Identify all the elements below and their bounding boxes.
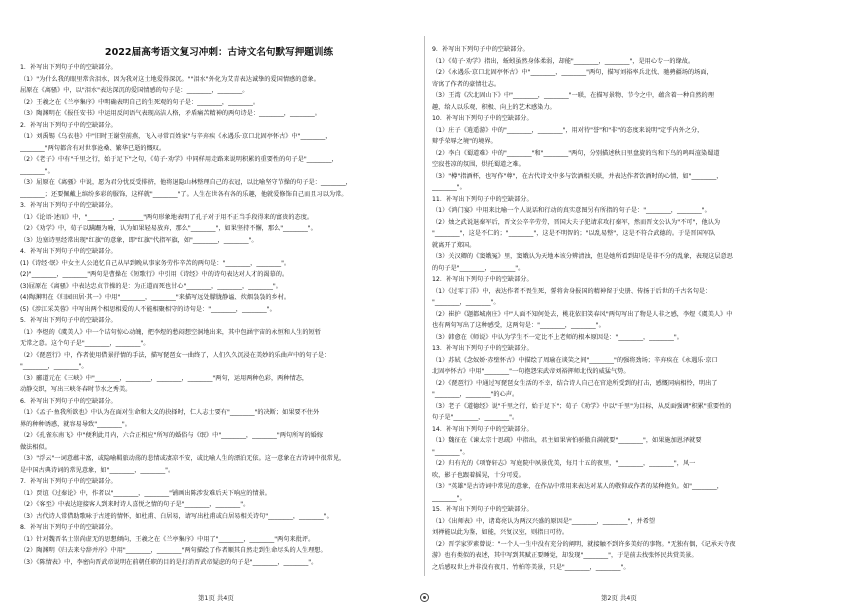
text-line: （3）关汉卿的《窦娥冤》里，窦娥认为天地本该分辨清浊，但是她所看到却是是非不分的乱象，表现这层意思: [432, 253, 733, 260]
text-line: （2）《永遇乐·京口北固亭怀古》中"________，________"两句，描写刘裕率兵北伐、驰骋疆场的场面，: [432, 69, 713, 76]
document-title: 2022届高考语文复习冲刺：古诗文名句默写押题训练: [104, 47, 334, 58]
text-line: （1）针对魏晋名士崇尚虚无的思想倾向，王羲之在《兰亭集序》中用了"________，________"两句来批评。: [20, 535, 315, 543]
text-line: 寄寓了作者的豪情壮志。: [432, 80, 501, 88]
text-line: （3）"浮云"一词意蕴丰富，或隐喻羁旅动荡的悲情或凄凉不安，或比喻人生的漂泊无依。这一意象在古诗词中很常见，: [20, 455, 346, 462]
binding-hole-icon: [420, 593, 429, 602]
text-line: （2）《琵琶行》中，作者使用借景抒情的手法，描写琵琶女一曲终了，人们久久沉浸在美妙的乐曲声中的句子是：: [20, 351, 331, 359]
text-line: 无常之意。这个句子是"________，________"。: [20, 340, 150, 347]
text-line: （2）《劝学》中，荀子以蹒跚为喻，认为如果轻易放弃，那么"________"，如果坚持不懈，那么"________"。: [20, 225, 317, 232]
text-line: （2）归有光的《项脊轩志》写庭院中夙景优美，每月十五的夜里，"________，________"，风一: [432, 460, 696, 467]
text-line: 空寂苍凉的氛围，烘托蜀道之难。: [432, 161, 525, 168]
text-line: 游》也有类似的表述，其中写到其赋正要睡觉，却发现"________"，于是前去找张怀民共赏美景。: [432, 552, 698, 559]
text-line: 9．补写出下列句子中的空缺部分。: [432, 46, 529, 53]
text-line: （3）郦道元在《三峡》中"________，________，________，________"两句，运用两种色彩，两种情态，: [20, 374, 309, 382]
text-line: （1）《出师表》中，诸葛亮认为两汉兴盛的原因是"________，________"，并希望: [432, 517, 656, 525]
text-line: 的句子是"________，________"。: [432, 264, 525, 272]
text-line: （3）"英雄"是古诗词中常见的意象，在作品中常用来表达对某人的敬仰或作者的某种抱负。如"________，: [432, 483, 723, 490]
text-line: （1）《鸿门宴》中用来比喻一个人说话和行动的真实意图另有所指的句子是："________，________"。: [432, 207, 711, 214]
text-line: 12．补写出下列句子中的空缺部分。: [432, 276, 533, 283]
text-line: ________"。: [20, 167, 54, 175]
text-line: "________，________"。: [20, 363, 88, 370]
text-line: （2）《孔雀东南飞》中"便利此月内，六合正相应"所写的婚俗与《氓》中"________，________"两句所写的婚嫁: [20, 432, 324, 439]
text-line: 吹，影子也跟着摇晃，十分可爱。: [432, 471, 525, 479]
text-line: 北固亭怀古》中用"________"一句抱怨宋武帝刘裕挥师北伐的威猛气势。: [432, 368, 630, 375]
text-line: "________"。: [432, 448, 469, 456]
text-line: 2．补写出下列句子中的空缺部分。: [20, 121, 117, 129]
text-line: （1）庄子《逍遥游》中的"________，________"，用对待"誉"和"非"的态度来说明"定乎内外之分，: [432, 126, 704, 134]
text-line: ________"。: [432, 184, 466, 191]
text-line: （3）边塞诗里经常出现"红旗"的意象，即"红旗"代指军旗，如"________，________"。: [20, 236, 258, 244]
text-line: 5．补写出下列句子中的空缺部分。: [20, 317, 117, 324]
text-line: ________"。: [432, 494, 466, 502]
text-line: 13．补写出下列句子中的空缺部分。: [432, 345, 533, 352]
text-line: 辩乎荣辱之境"的境界。: [432, 138, 497, 145]
text-line: 句子是"________，________"。: [432, 414, 519, 421]
text-line: （3）"樽"指酒杯，也写作"尊"，在古代诗文中多与饮酒相关联，并表达作者饮酒时的心情，如"________，: [432, 172, 723, 180]
text-line: "________，________"。: [432, 299, 500, 306]
column-divider: [424, 36, 425, 576]
text-line: (1)《诗经·氓》中女主人公追忆自己从早到晚从事家务劳作辛苦的两句是："________，________"。: [20, 259, 291, 267]
text-line: （2）李白《蜀道难》中的"________"和"________"两句，分别描述秋日里盘旋的鸟和下鸟的鸣叫渲染蜀道: [432, 149, 720, 157]
text-line: （1）苏轼《念奴娇·赤壁怀古》中描绘了周瑜在谈笑之间"________"的强将劲场；辛弃疾在《永遇乐·京口: [432, 356, 718, 364]
text-line: 15．补写出下列句子中的空缺部分。: [432, 506, 533, 513]
text-line: 8．补写出下列句子中的空缺部分。: [20, 524, 117, 531]
text-line: （3）老子《道德经》说"千里之行，始于足下"；荀子《劝学》中以"千里"为目标，从反面强调"积累"重要性的: [432, 402, 732, 410]
text-line: 11．补写出下列句子中的空缺部分。: [432, 195, 533, 203]
text-line: （3）《陈情表》中，李密向晋武帝说明在前朝任职的目的是打消晋武帝疑虑的句子是"________，________"。: [20, 558, 318, 566]
text-line: 3．补写出下列句子中的空缺部分。: [20, 202, 117, 209]
text-line: （2）陶渊明《归去来兮辞并序》中用"________，________"两句描绘了作者顺其自然走到生命尽头的人生理想。: [20, 547, 327, 554]
right-column: [432, 44, 830, 573]
text-line: （1）《过零丁洋》中，表达作者不畏生死，誓将舍身报国的精神留于史册、传扬于后世的千古名句是：: [432, 287, 712, 295]
text-line: （1）贾谊《过秦论》中，作者以"________，________"铺画出陈涉发难后天下响应的情景。: [20, 489, 271, 497]
text-line: （1）《孟子·鱼我所欲也》中认为在面对生命和大义的抉择时，仁人志士要有"________"的决断；如果要不住外: [20, 409, 320, 416]
text-line: (4)陶渊明在《归园田居·其一》中用"________，________"来描写远处朦胧静谧、炊烟袅袅的乡村。: [20, 294, 291, 301]
text-line: 14．补写出下列句子中的空缺部分。: [432, 425, 533, 433]
text-line: （1）李煜的《虞美人》中一个诘句惊心动魄，把李煜的愁闷想空洞地出来，其中包涵宇宙的永恒和人生的短暂: [20, 328, 321, 336]
text-line: 做法相似。: [20, 443, 51, 451]
text-line: 也有两句写出了这种感受，这两句是："________，________"。: [432, 322, 605, 329]
text-line: （3）古代诗人常借助歌咏于古迹的情怀，如杜甫、白居易，请写出杜甫或白居易相关诗句"________，________"。: [20, 512, 333, 520]
text-line: （1）《荀子·劝学》指出，蚯蚓虽然身体柔弱，却能"________，________"，是用心专一的缘故。: [432, 57, 695, 65]
text-line: （2）《琵琶行》中通过写琵琶女生活的不幸，结合诗人自己在官途所受到的打击，感慨同病相怜，明出了: [432, 379, 718, 387]
text-line: (3)屈原在《离骚》中表达忠贞节操的是：为正道而死也甘心"________，________，________"。: [20, 282, 282, 290]
page-footer-right: 第2页 共4页: [601, 594, 637, 602]
page-footer-left: 第1页 共4页: [198, 594, 234, 602]
text-line: 1．补写出下列句子中的空缺部分。: [20, 64, 117, 71]
text-line: （2）《客至》中表达迎接客人到来时诗人喜悦之情的句子是"________，________"。: [20, 501, 250, 508]
text-line: 是中国古典诗词的常见意象，如"________，________"。: [20, 466, 175, 474]
text-line: （2）《老子》中有"千里之行，始于足下"之句，《荀子·劝学》中同样用走路来说明积累的重要性的句子是"________，: [20, 156, 338, 163]
text-line: 动静交织，写出三峡冬春时节水之秀美。: [20, 386, 132, 393]
text-line: （2）晋学家罗素曾说："一个人一生中没有充分的阐明，就接触不到许多美好的事物。"无独有偶，《记承天寺夜: [432, 540, 736, 548]
text-line: （2）烛之武说退秦军后，晋文公辛辛劳劳，晋国大夫子犯请求攻打秦军，然而晋文公认为"不可"，他认为: [432, 218, 721, 226]
text-line: ________"两句都含有对世事沧桑、繁华已逝的慨叹。: [20, 144, 166, 152]
text-line: （3）韩愈在《师说》中认为学生不一定比不上老师的根本原因是："________，________"。: [432, 333, 683, 341]
text-line: 4．补写出下列句子中的空缺部分。: [20, 248, 117, 255]
text-line: （1）《论语·述而》中，"________，________"两句形象地表明了孔子对于用不正当手段得来的富贵的态度。: [20, 213, 314, 221]
text-line: (2)"________，________"两句是曹操在《短歌行》中引用《诗经》中的诗句表达对人才的渴慕的。: [20, 271, 289, 278]
text-line: （3）王湾《次北固山下》中"________，________"一联，在描写景物、节令之中，蕴含着一种自然的理: [432, 92, 714, 99]
text-line: （1）刘禹锡《乌衣巷》中"旧时王谢堂前燕，飞入寻常百姓家"与辛弃疾《永遇乐·京口北固亭怀古》中"________，: [20, 133, 332, 140]
text-line: （2）崔护《题都城南庄》中"人面不知何处去，桃花依旧笑春风"两句写出了物是人非之感，李煜《虞美人》中: [432, 310, 733, 318]
text-line: （1）魏征在《谏太宗十思疏》中指出，君主如果害怕骄傲自满就要"________"，如果施加恩泽就要: [432, 437, 702, 444]
text-line: 刘禅能以此为鉴，如能，兴复汉室，则指日可待。: [432, 529, 569, 536]
text-line: （2）王羲之在《兰亭集序》中明确表明自己的生死观的句子是：________，________。: [20, 98, 260, 106]
text-line: 10．补写出下列句子中的空缺部分。: [432, 115, 533, 122]
text-line: (5)《涉江采芙蓉》中写出两个相思相爱的人不能相聚相守的诗句是："________，________"。: [20, 305, 276, 313]
text-line: 屈原在《离骚》中，以"泪水"表达深沉的爱国情感的句子是：________，________。: [20, 87, 249, 94]
left-column: [20, 62, 418, 568]
text-line: （3）陶渊明在《报任安书》中运用反问语气表现高洁人格，矛盾痛苦精神的两句诗是：________，________。: [20, 110, 321, 117]
text-line: 就离开了郑国。: [432, 241, 476, 249]
text-line: 7．补写出下列句子中的空缺部分。: [20, 478, 117, 485]
text-line: 6．补写出下列句子中的空缺部分。: [20, 397, 117, 405]
text-line: （3）屈原在《离骚》中说，愿为君分忧反受排挤，他将退隐山林整理自己的衣冠，以比喻坚守节操的句子是：________，: [20, 179, 352, 186]
text-line: 趣，给人以乐观、积极、向上的艺术感染力。: [432, 103, 556, 111]
text-line: （1）"为什么我的眼里常含泪水，因为我对这土地爱得深沉。""泪水"外化为艾青表达诚挚的爱国情感的意象。: [20, 75, 320, 83]
text-line: 之后感叹世上并非没有夜月、竹柏等美景，只是"________，________"。: [432, 563, 630, 571]
text-line: ________；还要佩戴上缤纷多彩的服饰，这样就"________"了。人生在世各有各的乐趣，他就爱修饰自己而且习以为常。: [20, 190, 348, 198]
text-line: 界的种种诱惑，就容易导致"________"。: [20, 420, 131, 428]
text-line: "________，________"的心声。: [432, 391, 519, 398]
text-line: "________"，这是不仁的；"________"，这是不明智的；"以乱易整"，这是不符合武德的。于是晋国军队: [432, 230, 716, 237]
